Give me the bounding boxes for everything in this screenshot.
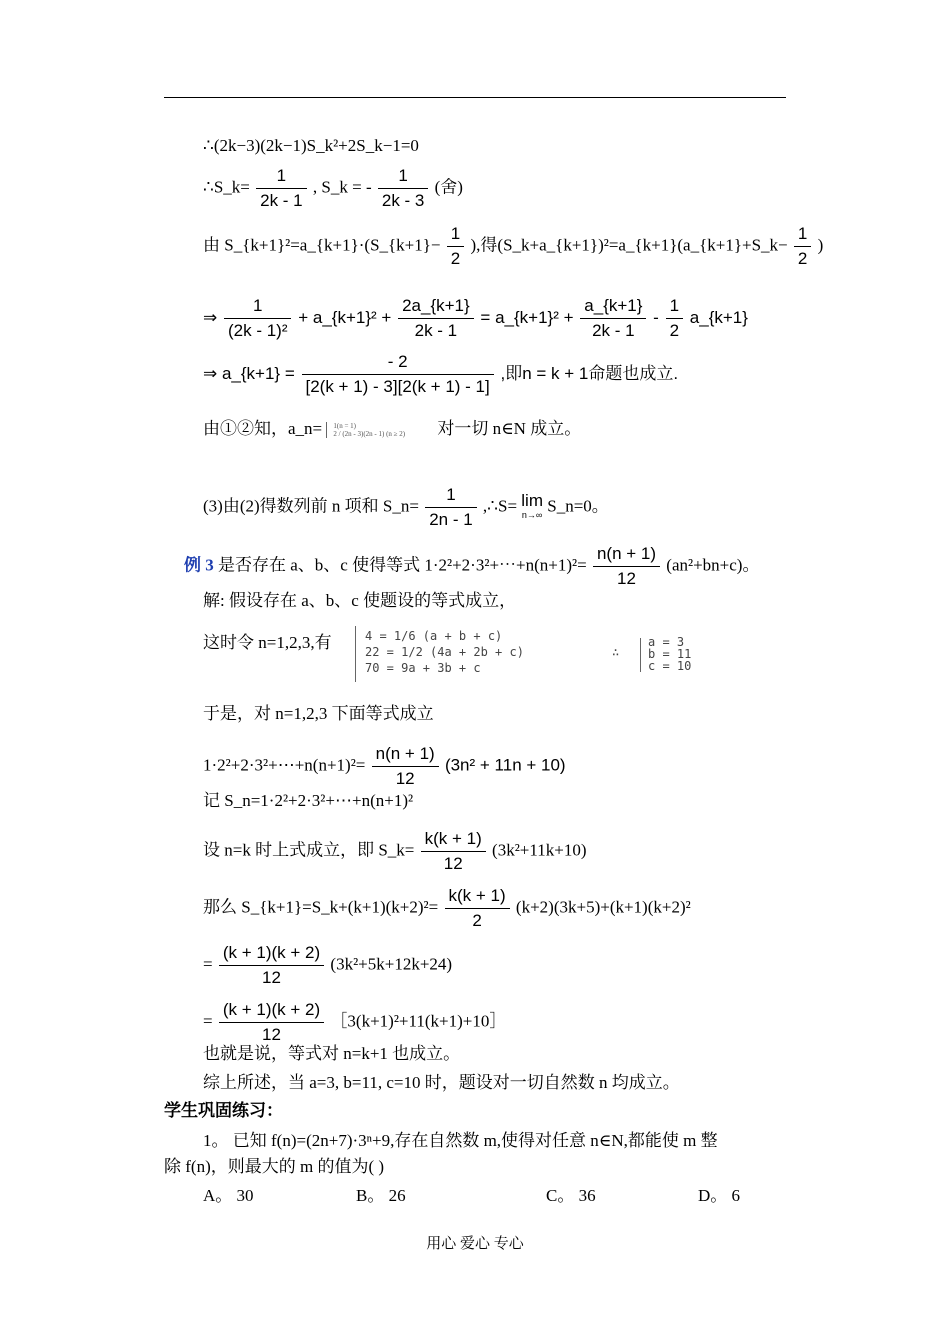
equation-line-4	[203, 294, 748, 343]
eq-text: = a_{k+1}² +	[480, 307, 574, 327]
numerator: 1	[256, 164, 307, 189]
denominator: 12	[262, 1025, 281, 1044]
numerator: a_{k+1}	[580, 294, 646, 319]
numerator: n(n + 1)	[593, 542, 660, 567]
eq-text: 对一切 n∈N 成立。	[437, 419, 582, 438]
fraction	[447, 222, 464, 271]
option-a	[203, 1185, 254, 1207]
solution-brace	[640, 638, 642, 672]
numerator: 1	[447, 222, 464, 247]
eq-text: 是否存在 a、b、c 使得等式 1·2²+2·3²+⋯+n(n+1)²=	[218, 555, 587, 575]
question-1-line-1	[203, 1130, 718, 1152]
fraction	[580, 294, 646, 343]
fraction	[302, 350, 494, 399]
question-text: 除 f(n)，则最大的 m 的值为( )	[164, 1157, 385, 1176]
solution-substitution	[203, 632, 332, 654]
numerator: - 2	[302, 350, 494, 375]
solution-c: c = 10	[648, 659, 692, 673]
example-label: 例 3	[184, 555, 214, 575]
lim-text: lim	[521, 490, 543, 510]
question-text: 1。 已知 f(n)=(2n+7)·3ⁿ+9,存在自然数 m,使得对任意 n∈N,都能使 m 整	[203, 1131, 718, 1150]
therefore-statement	[203, 703, 434, 725]
equation-line-2	[203, 164, 463, 213]
numerator: 1	[224, 294, 292, 319]
denominator: 2	[450, 249, 461, 268]
conclusion-k1	[203, 1043, 460, 1065]
eq-text: 记 S_n=1·2²+2·3²+⋯+n(n+1)²	[203, 791, 414, 810]
fraction	[224, 294, 292, 343]
system-solution	[648, 636, 691, 672]
solution-a: a = 3	[648, 635, 685, 649]
eq-text: ［3(k+1)²+11(k+1)+10］	[330, 1011, 507, 1031]
eq-text: S_n=0。	[547, 496, 609, 516]
numerator: 1	[666, 294, 683, 319]
section-heading: 学生巩固练习：	[164, 1101, 283, 1120]
numerator: 2a_{k+1}	[398, 294, 474, 319]
eq-text: (k+2)(3k+5)+(k+1)(k+2)²	[515, 897, 691, 917]
case-2: 2 / (2n - 3)(2n - 1) (n ≥ 2)	[333, 430, 406, 439]
option-b	[356, 1185, 406, 1207]
eq-text: 那么 S_{k+1}=S_k+(k+1)(k+2)²=	[203, 897, 439, 917]
equation-line-3	[203, 222, 823, 271]
limit-operator	[521, 490, 543, 522]
eq-text: + a_{k+1}² +	[298, 307, 392, 327]
practice-title	[164, 1100, 283, 1122]
equation-line-6	[203, 418, 581, 440]
step-equation-2	[203, 998, 506, 1047]
eq-text: 解: 假设存在 a、b、c 使题设的等式成立，	[203, 591, 517, 610]
fraction	[219, 941, 324, 990]
fraction	[421, 827, 486, 876]
denominator: 2	[472, 911, 482, 930]
eq-text: (3k²+11k+10)	[492, 840, 587, 860]
equation-system	[365, 628, 524, 676]
system-brace	[355, 626, 357, 682]
system-eq-2: 22 = 1/2 (4a + 2b + c)	[365, 645, 524, 659]
denominator: [2(k + 1) - 3][2(k + 1) - 1]	[305, 377, 490, 396]
numerator: 1	[425, 483, 476, 508]
fraction	[593, 542, 660, 591]
define-sn	[203, 790, 413, 812]
eq-text: 于是，对 n=1,2,3 下面等式成立	[203, 704, 434, 723]
eq-text: ⇒ a_{k+1} =	[203, 363, 295, 383]
page-footer: 用心 爱心 专心	[426, 1236, 524, 1252]
eq-text: (an²+bn+c)。	[666, 555, 760, 575]
equation-line-1	[203, 135, 419, 157]
eq-text: 综上所述，当 a=3, b=11, c=10 时，题设对一切自然数 n 均成立。	[203, 1073, 680, 1092]
denominator: 2k - 1	[592, 321, 635, 340]
eq-text: (3k²+5k+12k+24)	[330, 954, 453, 974]
question-1-line-2	[164, 1156, 384, 1178]
system-eq-1: 4 = 1/6 (a + b + c)	[365, 629, 503, 643]
eq-text: 设 n=k 时上式成立，即 S_k=	[203, 840, 415, 860]
fraction	[666, 294, 683, 343]
fraction	[425, 483, 476, 532]
numerator: 1	[378, 164, 429, 189]
equation-line-7	[203, 483, 609, 532]
case-1: 1(n = 1)	[333, 422, 357, 431]
option-text: A。 30	[203, 1186, 254, 1205]
eq-text: S_k=	[213, 177, 250, 197]
numerator: k(k + 1)	[421, 827, 486, 852]
denominator: 2k - 1	[260, 191, 303, 210]
option-text: C。 36	[546, 1186, 596, 1205]
denominator: 12	[443, 854, 463, 873]
option-d	[698, 1185, 740, 1207]
eq-text: ),得(S_k+a_{k+1})²=a_{k+1}(a_{k+1}+S_k−	[470, 235, 788, 255]
eq-text: =	[203, 954, 213, 974]
assume-n-k	[203, 827, 587, 876]
eq-text: (舍)	[434, 177, 463, 197]
fraction	[378, 164, 429, 213]
step-equation-1	[203, 941, 452, 990]
implies-symbol: ⇒	[203, 307, 218, 327]
eq-text: -	[653, 307, 659, 327]
denominator: 2k - 1	[414, 321, 458, 340]
eq-text: ,∴S=	[482, 496, 518, 516]
system-eq-3: 70 = 9a + 3b + c	[365, 661, 481, 675]
eq-text: 也就是说，等式对 n=k+1 也成立。	[203, 1044, 461, 1063]
denominator: 12	[617, 569, 636, 588]
fraction	[445, 884, 510, 933]
eq-text: 由①②知，a_n=	[203, 419, 323, 438]
fraction	[372, 742, 439, 791]
equation-line-5	[203, 350, 678, 399]
numerator: n(n + 1)	[372, 742, 439, 767]
then-sk1	[203, 884, 691, 933]
header-rule	[164, 97, 786, 98]
denominator: 12	[395, 769, 415, 788]
eq-text: 由 S_{k+1}²=a_{k+1}·(S_{k+1}−	[203, 235, 441, 255]
eq-text: (3n² + 11n + 10)	[444, 755, 566, 775]
option-c	[546, 1185, 596, 1207]
eq-text: 1·2²+2·3²+⋯+n(n+1)²=	[203, 755, 366, 775]
lim-subscript: n→∞	[521, 509, 543, 520]
numerator: k(k + 1)	[445, 884, 510, 909]
eq-text: =	[203, 1011, 213, 1031]
solution-intro	[203, 590, 516, 612]
denominator: 2	[669, 321, 680, 340]
therefore-symbol: ∴	[203, 177, 214, 197]
numerator: (k + 1)(k + 2)	[219, 941, 324, 966]
piecewise-cases	[326, 422, 405, 438]
solution-b: b = 11	[648, 647, 692, 661]
summary	[203, 1072, 680, 1094]
option-text: D。 6	[698, 1186, 741, 1205]
denominator: 2	[797, 249, 808, 268]
denominator: (2k - 1)²	[227, 321, 288, 340]
denominator: 2n - 1	[429, 510, 473, 529]
eq-text: , S_k = -	[312, 177, 372, 197]
denominator: 2k - 3	[381, 191, 425, 210]
eq-text: ,即n = k + 1命题也成立.	[500, 363, 679, 383]
option-text: B。 26	[356, 1186, 406, 1205]
example-3-statement	[184, 542, 759, 591]
eq-text: ∴(2k−3)(2k−1)S_k²+2S_k−1=0	[203, 136, 419, 155]
fraction	[398, 294, 474, 343]
fraction	[219, 998, 324, 1047]
fraction	[794, 222, 811, 271]
eq-text: a_{k+1}	[689, 307, 748, 327]
eq-text: (3)由(2)得数列前 n 项和 S_n=	[203, 496, 419, 516]
numerator: 1	[794, 222, 811, 247]
fraction	[256, 164, 307, 213]
eq-text: 这时令 n=1,2,3,有	[203, 633, 332, 652]
therefore-symbol: ∴	[612, 645, 620, 659]
numerator: (k + 1)(k + 2)	[219, 998, 324, 1023]
denominator: 12	[262, 968, 281, 987]
eq-text: )	[817, 235, 824, 255]
identity-equation	[203, 742, 566, 791]
